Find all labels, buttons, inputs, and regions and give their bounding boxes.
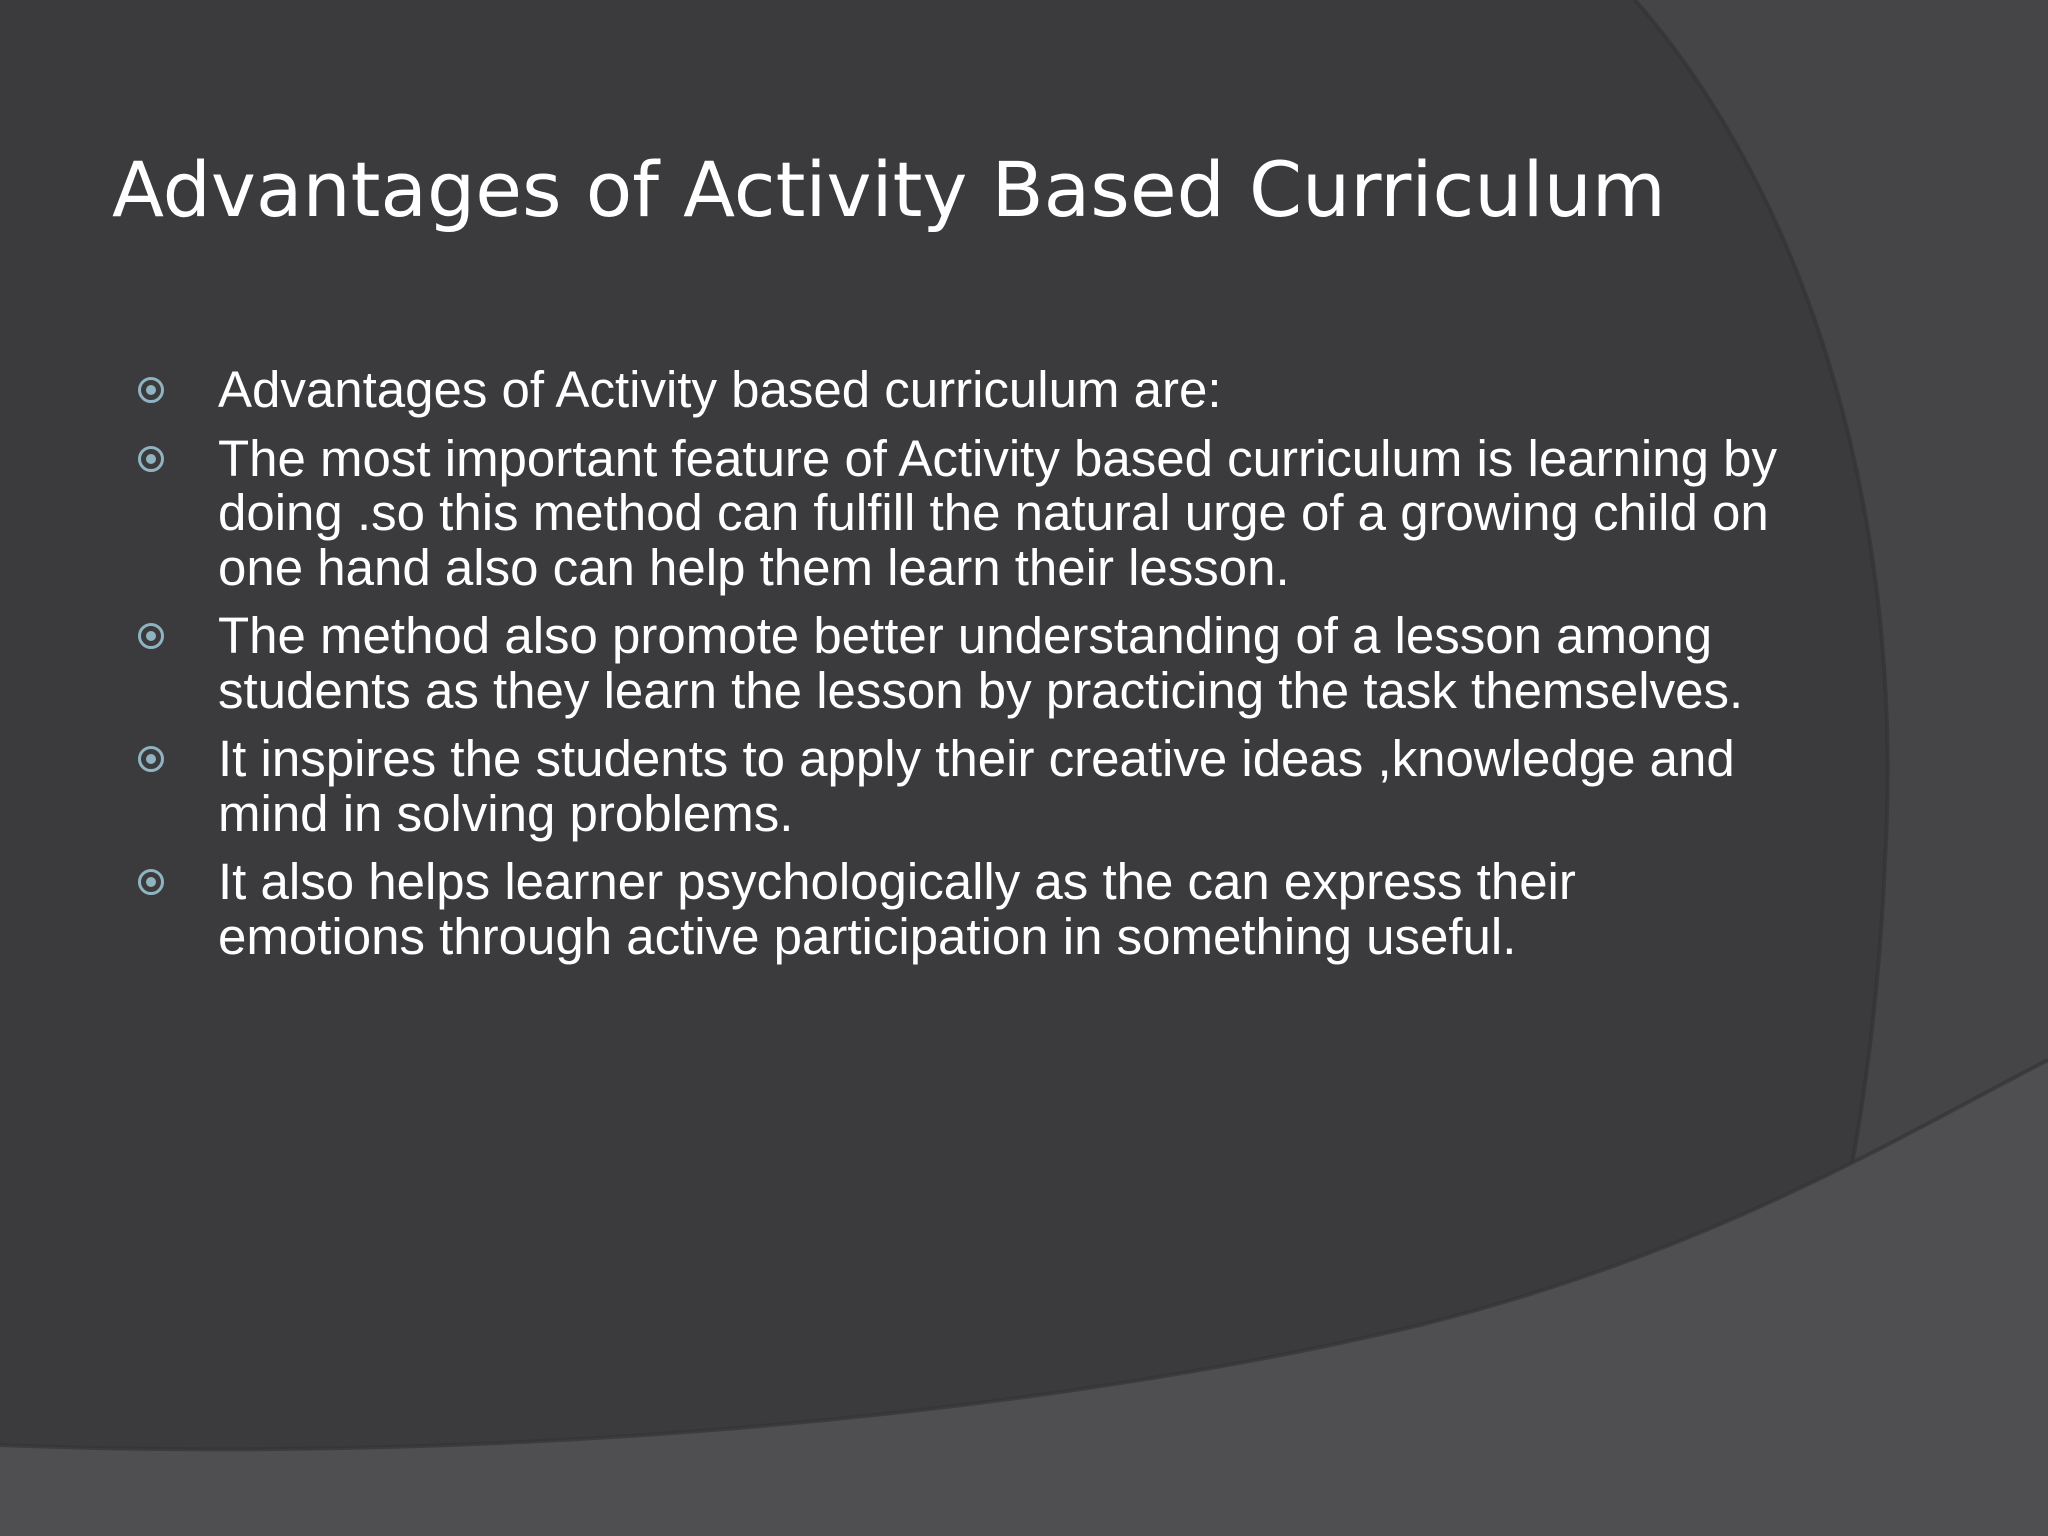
- circled-dot-icon: [138, 746, 164, 772]
- bullet-item: [130, 732, 1780, 841]
- bullet-item: [130, 855, 1780, 964]
- slide-title: Advantages of Activity Based Curriculum: [112, 145, 1666, 234]
- bullet-item: [130, 429, 1780, 596]
- bullet-text: It inspires the students to apply their creative ideas ,knowledge and mind in solving problems.: [218, 730, 1735, 842]
- bullet-list: [130, 363, 1780, 978]
- circled-dot-icon: [138, 446, 164, 472]
- circled-dot-icon: [138, 869, 164, 895]
- circled-dot-icon: [138, 377, 164, 403]
- bullet-text: Advantages of Activity based curriculum are:: [218, 361, 1222, 418]
- bullet-item: [130, 363, 1780, 418]
- bullet-text: The most important feature of Activity based curriculum is learning by doing .so this method can fulfill the natural urge of a growing child on one hand also can help them learn their lesson.: [218, 429, 1778, 596]
- bullet-item: [130, 609, 1780, 718]
- bottom-band: [0, 1060, 2048, 1536]
- bullet-text: The method also promote better understanding of a lesson among students as they learn the lesson by practicing the task themselves.: [218, 607, 1744, 719]
- circled-dot-icon: [138, 623, 164, 649]
- bullet-text: It also helps learner psychologically as the can express their emotions through active participation in something useful.: [218, 853, 1576, 965]
